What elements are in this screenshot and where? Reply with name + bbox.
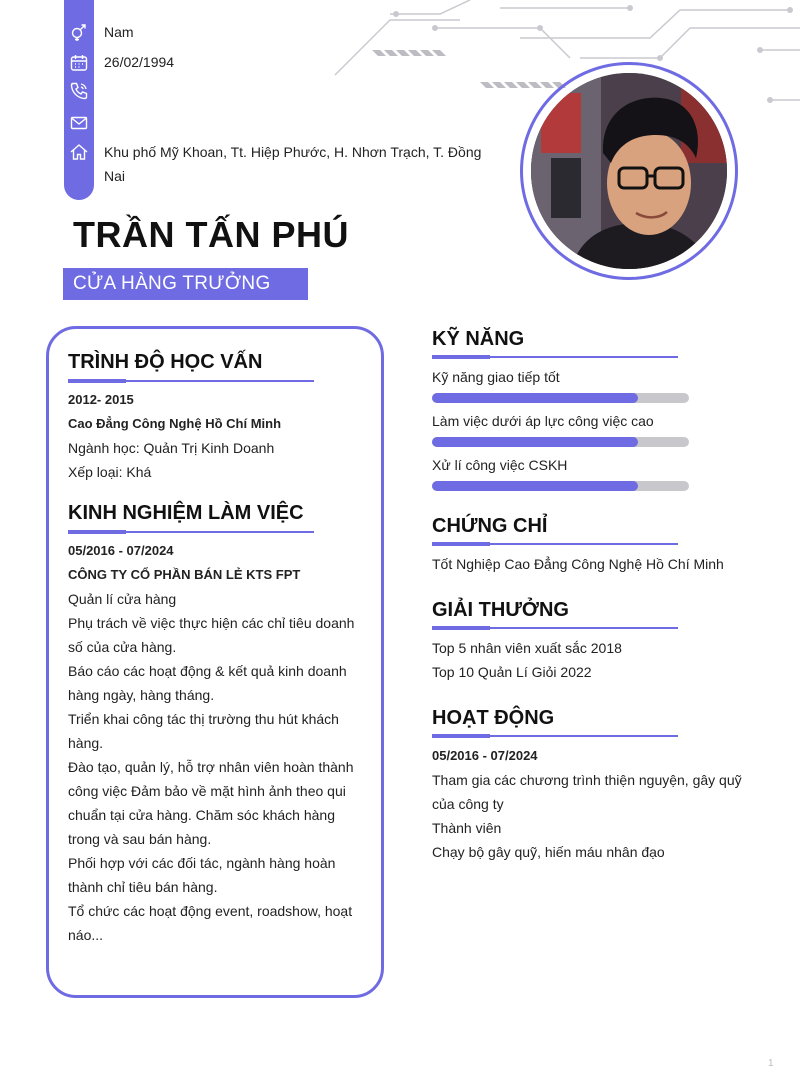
- skills-accent: [432, 355, 490, 359]
- education-major: Ngành học: Quản Trị Kinh Doanh: [68, 440, 275, 456]
- skill-bar-track: [432, 437, 689, 447]
- certificates-title: CHỨNG CHỈ: [432, 515, 548, 537]
- calendar-icon: [68, 52, 90, 74]
- skill-bar-track: [432, 481, 689, 491]
- experience-period: 05/2016 - 07/2024: [68, 543, 174, 558]
- experience-line: Phối hợp với các đối tác, ngành hàng hoàn: [68, 855, 336, 871]
- skill-label: Xử lí công việc CSKH: [432, 457, 568, 473]
- experience-line: hàng.: [68, 735, 104, 751]
- education-school: Cao Đẳng Công Nghệ Hồ Chí Minh: [68, 416, 282, 431]
- experience-position: Quản lí cửa hàng: [68, 591, 177, 607]
- experience-line: náo...: [68, 927, 104, 943]
- education-accent: [68, 379, 126, 383]
- gender-text: Nam: [104, 24, 134, 40]
- skill-bar-fill: [432, 393, 638, 403]
- experience-line: hàng ngày, hàng tháng.: [68, 687, 215, 703]
- activities-accent: [432, 734, 490, 738]
- experience-line: Đào tạo, quản lý, hỗ trợ nhân viên hoàn thành: [68, 759, 354, 775]
- education-title: TRÌNH ĐỘ HỌC VẤN: [68, 351, 263, 373]
- activity-line: Tham gia các chương trình thiện nguyện, gây quỹ: [432, 772, 742, 788]
- activity-line: Thành viên: [432, 820, 502, 836]
- skill-bar-track: [432, 393, 689, 403]
- experience-title: KINH NGHIỆM LÀM VIỆC: [68, 502, 304, 524]
- skill-bar-fill: [432, 437, 638, 447]
- award-item: Top 10 Quản Lí Giỏi 2022: [432, 664, 592, 680]
- experience-line: số của cửa hàng.: [68, 639, 177, 655]
- phone-icon: [68, 80, 90, 102]
- birthdate-text: 26/02/1994: [104, 54, 175, 70]
- mail-icon: [68, 112, 90, 134]
- activities-period: 05/2016 - 07/2024: [432, 748, 538, 763]
- experience-company: CÔNG TY CỔ PHẦN BÁN LẺ KTS FPT: [68, 567, 301, 582]
- home-icon: [68, 141, 90, 163]
- address-line1: Khu phố Mỹ Khoan, Tt. Hiệp Phước, H. Nhơn Trạch, T. Đồng: [104, 144, 482, 160]
- experience-line: thành chỉ tiêu bán hàng.: [68, 879, 218, 895]
- avatar: [531, 73, 727, 269]
- activity-line: Chạy bộ gây quỹ, hiến máu nhân đạo: [432, 844, 665, 860]
- experience-line: chuẩn tại cửa hàng. Chăm sóc khách hàng: [68, 807, 335, 823]
- gender-icon: [68, 21, 90, 43]
- skill-bar-fill: [432, 481, 638, 491]
- page-number: 1: [768, 1058, 774, 1069]
- awards-accent: [432, 626, 490, 630]
- experience-line: Tổ chức các hoạt động event, roadshow, hoạt: [68, 903, 353, 919]
- certificate-item: Tốt Nghiệp Cao Đẳng Công Nghệ Hồ Chí Minh: [432, 556, 724, 572]
- activities-title: HOẠT ĐỘNG: [432, 707, 555, 729]
- candidate-name: TRẦN TẤN PHÚ: [73, 214, 349, 255]
- experience-accent: [68, 530, 126, 534]
- experience-line: Phụ trách về việc thực hiện các chỉ tiêu doanh: [68, 615, 355, 631]
- experience-line: trong và sau bán hàng.: [68, 831, 212, 847]
- skill-label: Làm việc dưới áp lực công việc cao: [432, 413, 654, 429]
- certificates-accent: [432, 542, 490, 546]
- skill-label: Kỹ năng giao tiếp tốt: [432, 369, 560, 385]
- experience-line: công việc Đảm bảo về mặt hình ảnh theo qui: [68, 783, 346, 799]
- address-line2: Nai: [104, 168, 126, 184]
- awards-title: GIẢI THƯỞNG: [432, 599, 569, 621]
- experience-line: Báo cáo các hoạt động & kết quả kinh doanh: [68, 663, 347, 679]
- education-rank: Xếp loại: Khá: [68, 464, 152, 480]
- role-title: CỬA HÀNG TRƯỞNG: [73, 273, 271, 294]
- skills-title: KỸ NĂNG: [432, 328, 525, 350]
- activity-line: của công ty: [432, 796, 504, 812]
- experience-line: Triển khai công tác thị trường thu hút khách: [68, 711, 339, 727]
- award-item: Top 5 nhân viên xuất sắc 2018: [432, 640, 622, 656]
- education-period: 2012- 2015: [68, 392, 134, 407]
